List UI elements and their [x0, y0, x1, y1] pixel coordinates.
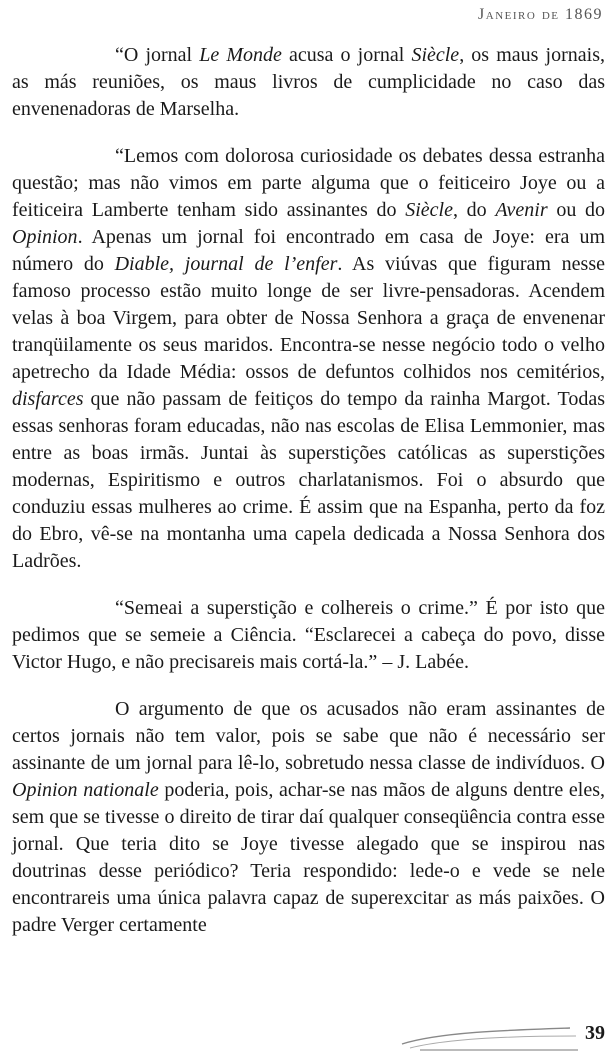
- italic-text-run: Siècle: [405, 199, 453, 221]
- page-body: [12, 42, 605, 939]
- italic-text-run: Siècle: [411, 44, 460, 66]
- text-run: . As viúvas que figuram nesse famoso processo estão muito longe de ser livre-pensadoras. Acendem velas à boa Virgem, para obter de Nossa Senhora a graça de envenenar tranqüilamente os seus maridos. Encontra-se nesse negócio todo o velho apetrecho da Idade Média: ossos de defuntos colhidos nos cemitérios,: [12, 253, 605, 383]
- text-run: “Semeai a superstição e colhereis o crime.” É por isto que pedimos que se semeie a Ciência. “Esclarecei a cabeça do povo, disse Victor Hugo, e não precisareis mais cortá-la.” – J. Labée.: [12, 597, 605, 673]
- paragraph-2: [12, 143, 605, 575]
- text-run: “O jornal: [115, 44, 200, 66]
- text-run: poderia, pois, achar-se nas mãos de alguns dentre eles, sem que se tivesse o direito de tirar daí qualquer conseqüência contra esse jornal. Que teria dito se Joye tivesse alegado que se inspirou nas doutrinas desse periódico? Teria respondido: lede-o e vede se nele encontrareis uma única palavra capaz de superexcitar as más paixões. O padre Verger certamente: [12, 779, 606, 936]
- text-run: , do: [452, 199, 496, 221]
- text-run: ou do: [547, 199, 606, 221]
- text-run: acusa o jornal: [281, 44, 412, 66]
- text-run: que não passam de feitiços do tempo da rainha Margot. Todas essas senhoras foram educadas, não nas escolas de Elisa Lemmonier, mas entre as boas irmãs. Juntai às superstições católicas as superstições modernas, Espiritismo e outros charlatanismos. Foi o absurdo que conduziu essas mulheres ao crime. É assim que na Espanha, perto da foz do Ebro, vê-se na montanha uma capela dedicada a Nossa Senhora dos Ladrões.: [12, 388, 605, 572]
- italic-text-run: Le Monde: [199, 44, 282, 66]
- text-run: . Apenas um jornal foi encontrado em casa de Joye: era um número do: [12, 226, 605, 275]
- italic-text-run: Opinion: [12, 226, 78, 248]
- paragraph-1: [12, 42, 605, 123]
- italic-text-run: Avenir: [495, 199, 548, 221]
- paragraph-4: [12, 696, 605, 939]
- italic-text-run: Diable, journal de l’enfer: [114, 253, 338, 275]
- italic-text-run: disfarces: [12, 388, 84, 410]
- text-run: , os maus jornais, as más reuniões, os maus livros de cumplicidade no caso das envenenadoras de Marselha.: [12, 44, 605, 120]
- paragraph-3: [12, 595, 605, 676]
- text-run: O argumento de que os acusados não eram assinantes de certos jornais não tem valor, pois se sabe que não é necessário ser assinante de um jornal para lê-lo, sobretudo nessa classe de indivíduos. O: [12, 698, 605, 774]
- running-header: Janeiro de 1869: [478, 6, 603, 23]
- footer-ornament-icon: [400, 1022, 580, 1052]
- italic-text-run: Opinion nationale: [12, 779, 159, 801]
- page-number: 39: [585, 1022, 605, 1044]
- text-run: “Lemos com dolorosa curiosidade os debates dessa estranha questão; mas não vimos em parte alguma que o feiticeiro Joye ou a feiticeira Lamberte tenham sido assinantes do: [12, 145, 605, 221]
